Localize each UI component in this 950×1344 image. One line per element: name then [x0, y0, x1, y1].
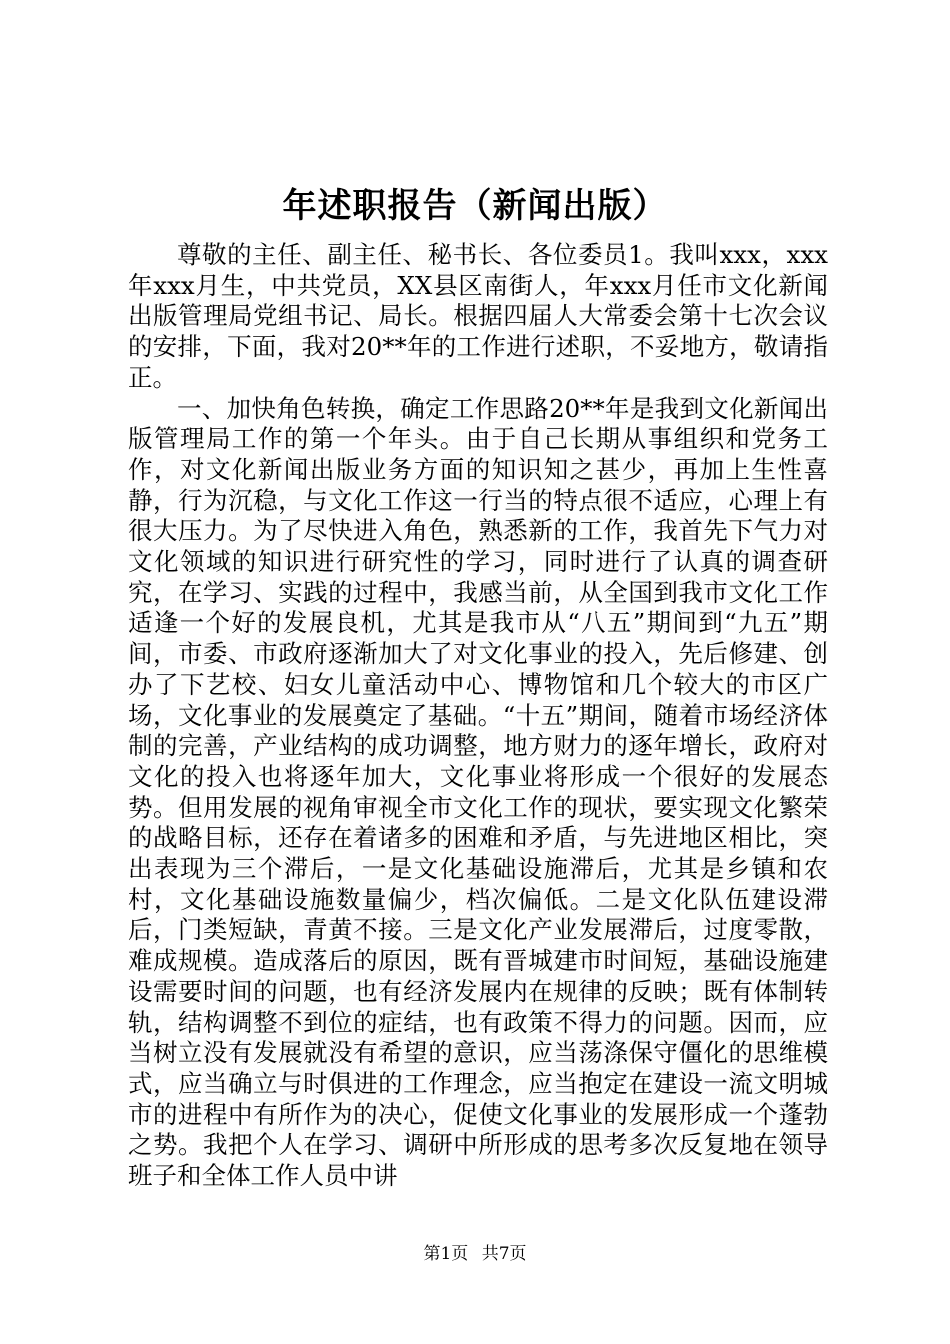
page-footer [0, 1242, 950, 1266]
paragraph-section-one: 一、加快角色转换，确定工作思路20**年是我到文化新闻出版管理局工作的第一个年头。由于自己长期从事组织和党务工作，对文化新闻出版业务方面的知识知之甚少，再加上生性喜静，行为沉稳，与文化工作这一行当的特点很不适应，心理上有很大压力。为了尽快进入角色，熟悉新的工作，我首先下气力对文化领域的知识进行研究性的学习，同时进行了认真的调查研究，在学习、实践的过程中，我感当前，从全国到我市文化工作适逢一个好的发展良机，尤其是我市从“八五”期间到“九五”期间，市委、市政府逐渐加大了对文化事业的投入，先后修建、创办了下艺校、妇女儿童活动中心、博物馆和几个较大的市区广场，文化事业的发展奠定了基础。“十五”期间，随着市场经济体制的完善，产业结构的成功调整，地方财力的逐年增长，政府对文化的投入也将逐年加大，文化事业将形成一个很好的发展态势。但用发展的视角审视全市文化工作的现状，要实现文化繁荣的战略目标，还存在着诸多的困难和矛盾，与先进地区相比，突出表现为三个滞后，一是文化基础设施滞后，尤其是乡镇和农村，文化基础设施数量偏少，档次偏低。二是文化队伍建设滞后，门类短缺，青黄不接。三是文化产业发展滞后，过度零散，难成规模。造成落后的原因，既有晋城建市时间短，基础设施建设需要时间的问题，也有经济发展内在规律的反映；既有体制转轨，结构调整不到位的症结，也有政策不得力的问题。因而，应当树立没有发展就没有希望的意识，应当荡涤保守僵化的思维模式，应当确立与时俱进的工作理念，应当抱定在建设一流文明城市的进程中有所作为的决心，促使文化事业的发展形成一个蓬勃之势。我把个人在学习、调研中所形成的思考多次反复地在领导班子和全体工作人员中讲 [128, 393, 828, 1191]
page-number-total: 共7页 [481, 1244, 527, 1264]
document-body [128, 240, 828, 1192]
paragraph-greeting: 尊敬的主任、副主任、秘书长、各位委员1。我叫xxx，xxx年xxx月生，中共党员，XX县区南街人，年xxx月任市文化新闻出版管理局党组书记、局长。根据四届人大常委会第十七次会议的安排，下面，我对20**年的工作进行述职，不妥地方，敬请指正。 [128, 240, 828, 392]
document-title: 年述职报告（新闻出版） [282, 186, 668, 226]
page-number-current: 第1页 [423, 1244, 469, 1264]
